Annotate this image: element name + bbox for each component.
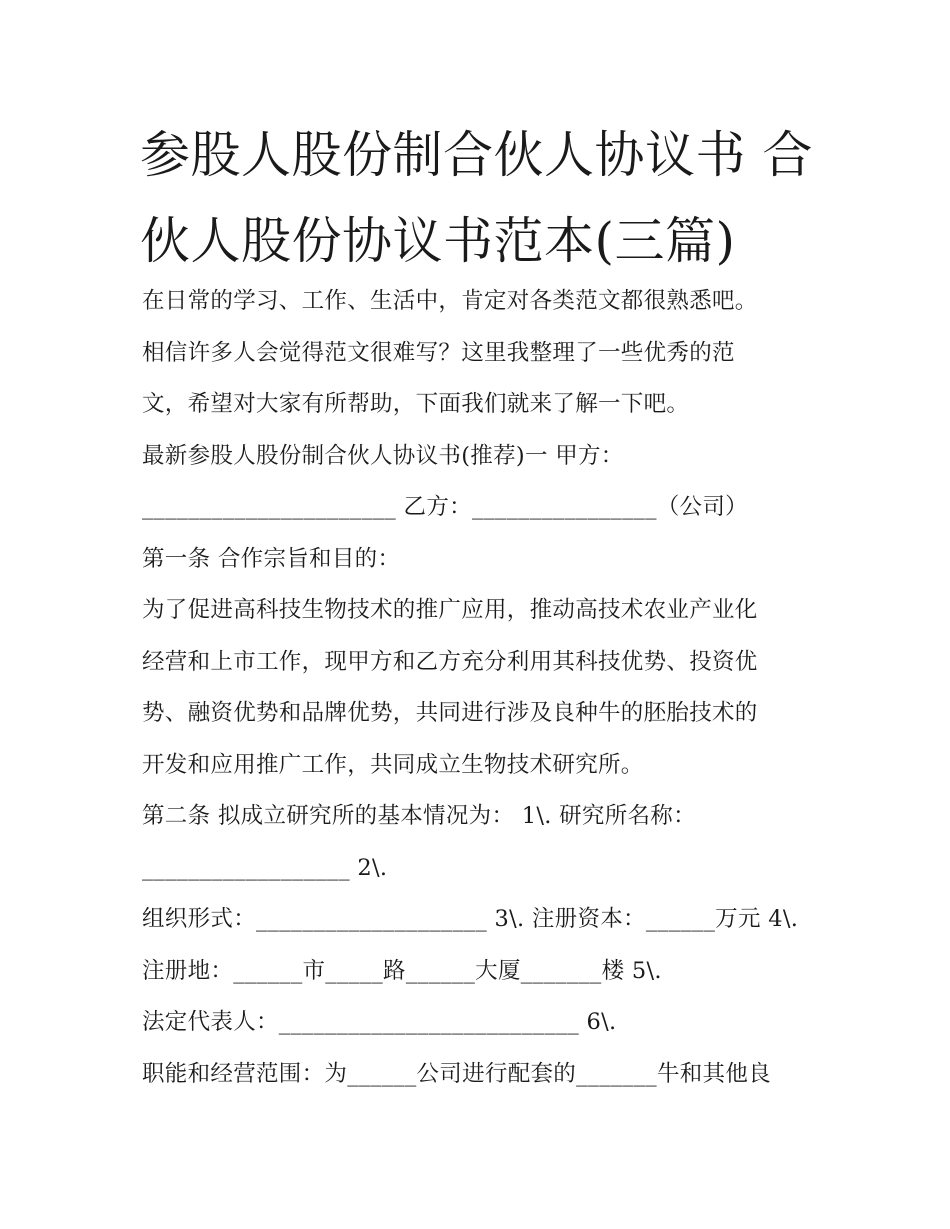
body-line: 第一条 合作宗旨和目的： xyxy=(142,545,401,572)
body-line: 经营和上市工作，现甲方和乙方充分利用其科技优势、投资优 xyxy=(142,648,758,675)
body-line: 法定代表人：__________________________ 6\. xyxy=(142,1009,617,1035)
body-line: ______________________ 乙方：________________（公司） xyxy=(142,494,748,520)
body-line: 为了促进高科技生物技术的推广应用，推动高技术农业产业化 xyxy=(142,597,758,623)
body-line: 相信许多人会觉得范文很难写？这里我整理了一些优秀的范 xyxy=(142,339,735,366)
body-line: 注册地：______市_____路______大厦_______楼 5\. xyxy=(142,957,662,984)
body-line: 职能和经营范围：为______公司进行配套的_______牛和其他良 xyxy=(142,1060,771,1087)
document-title xyxy=(140,112,820,284)
document-body xyxy=(142,276,832,1100)
body-line: 在日常的学习、工作、生活中，肯定对各类范文都很熟悉吧。 xyxy=(142,288,758,314)
title-line-2: 伙人股份协议书范本(三篇) xyxy=(140,212,736,270)
body-line: 开发和应用推广工作，共同成立生物技术研究所。 xyxy=(142,751,644,778)
body-line: 最新参股人股份制合伙人协议书(推荐)一 甲方： xyxy=(142,442,624,469)
body-line: 文，希望对大家有所帮助，下面我们就来了解一下吧。 xyxy=(142,391,690,417)
body-line: 势、融资优势和品牌优势，共同进行涉及良种牛的胚胎技术的 xyxy=(142,700,758,726)
body-line: 组织形式：____________________ 3\. 注册资本：______万元 4\. xyxy=(142,906,799,932)
title-line-1: 参股人股份制合伙人协议书 合 xyxy=(140,126,813,184)
body-line: 第二条 拟成立研究所的基本情况为： 1\. 研究所名称： xyxy=(142,803,696,829)
body-line: __________________ 2\. xyxy=(142,854,388,881)
